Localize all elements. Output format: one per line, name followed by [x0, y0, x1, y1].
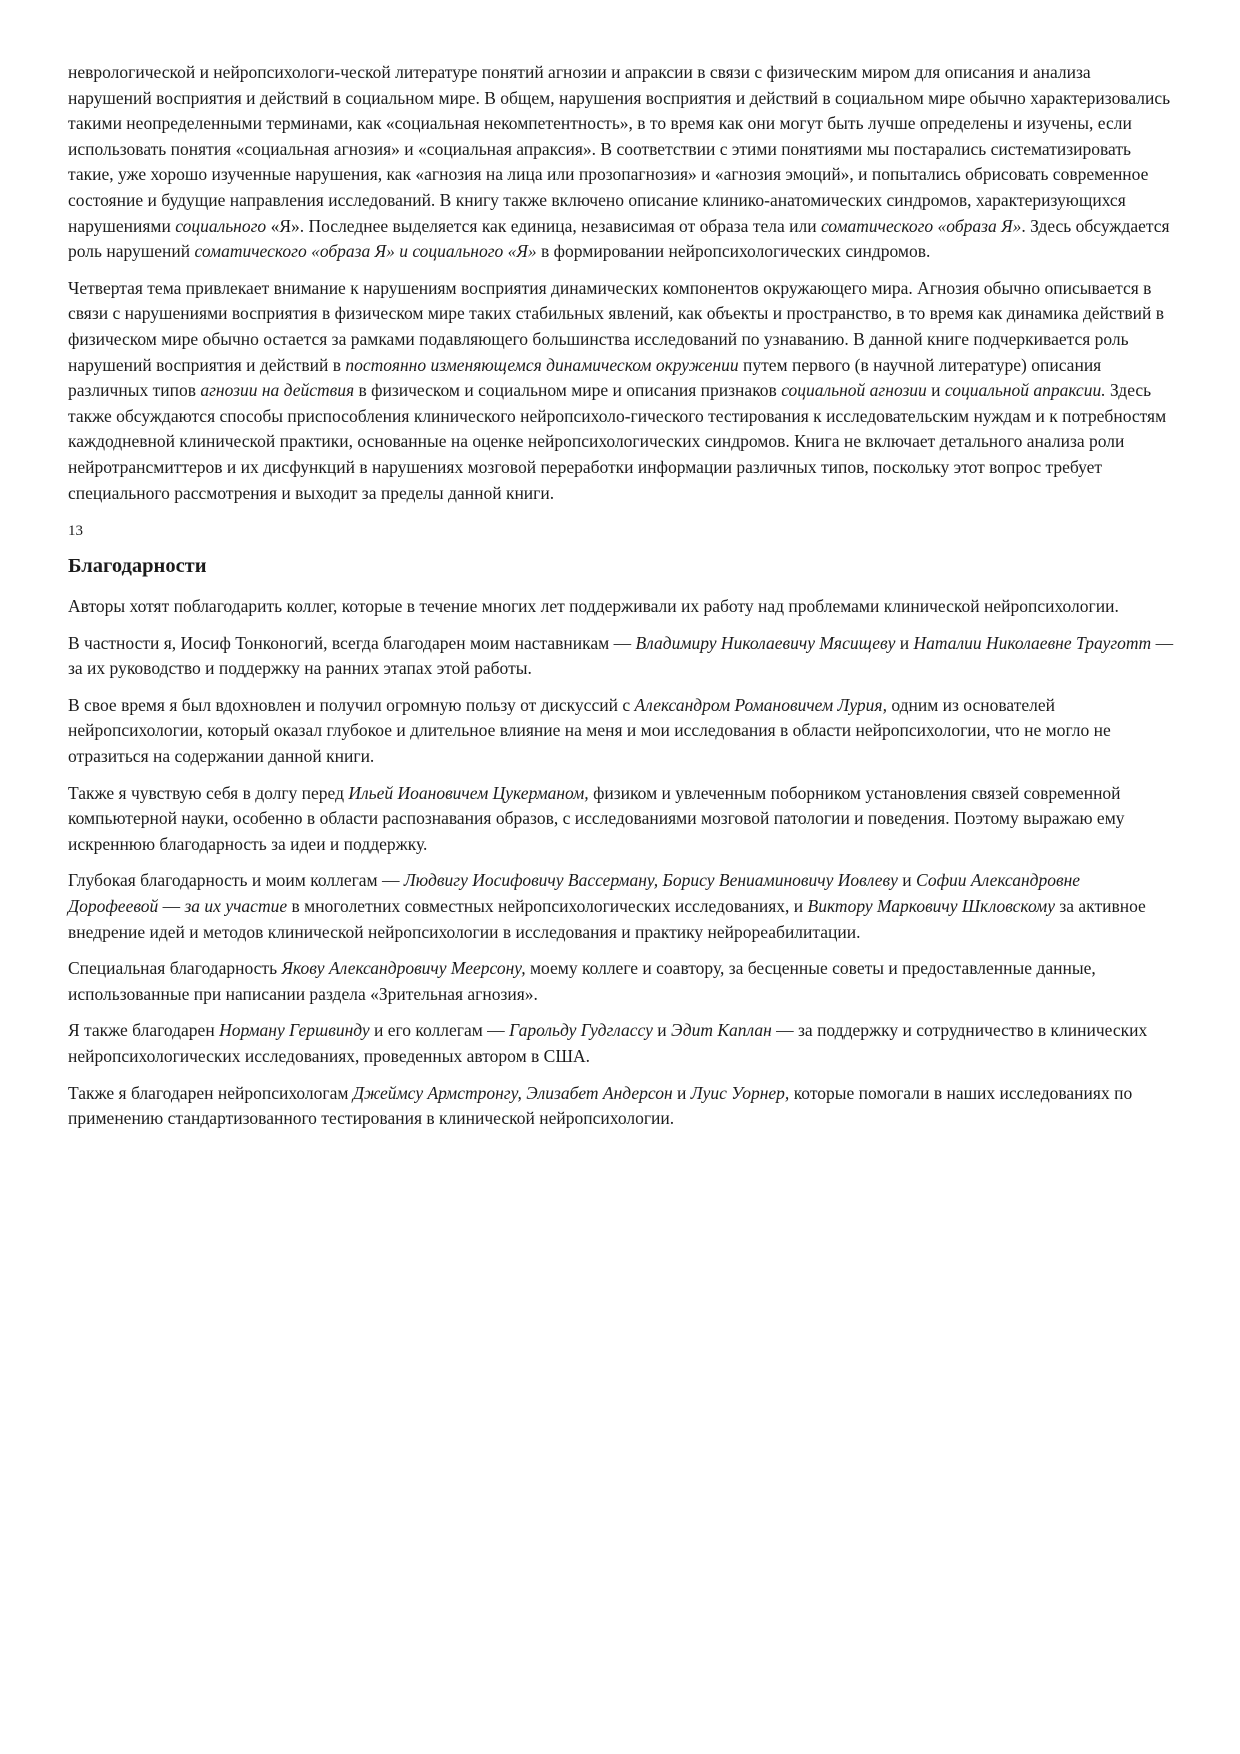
- paragraph: [68, 781, 1174, 858]
- section-heading: Благодарности: [68, 555, 207, 578]
- paragraph: [68, 956, 1174, 1007]
- italic-text-run: Ильей Иоановичем Цукерманом,: [348, 782, 589, 803]
- text-run: В частности я, Иосиф Тонконогий, всегда благодарен моим наставникам —: [68, 632, 636, 653]
- text-run: в физическом и социальном мире и описания признаков: [354, 380, 782, 401]
- text-run: и: [897, 870, 917, 891]
- paragraph: [68, 868, 1174, 945]
- text-run: «Я». Последнее выделяется как единица, независимая от образа тела или: [266, 215, 821, 236]
- italic-text-run: Гарольду Гудглассу: [509, 1020, 653, 1041]
- text-run: Глубокая благодарность и моим коллегам —: [68, 870, 404, 891]
- text-run: и его коллегам —: [369, 1020, 510, 1041]
- text-run: и: [672, 1082, 691, 1103]
- text-run: Специальная благодарность: [68, 958, 282, 979]
- text-run: Я также благодарен: [68, 1020, 220, 1041]
- italic-text-run: Александром Романовичем Лурия,: [634, 694, 887, 715]
- text-run: в многолетних совместных нейропсихологических исследованиях, и: [287, 896, 808, 917]
- text-run: и: [926, 380, 945, 401]
- text-run: физиком и увлеченным поборником установления связей современной компьютерной науки, особенно в области распознавания образов, с исследованиями мозговой патологии и поведения. Поэтому выражаю ему искреннюю благодарность за идеи и поддержку.: [68, 782, 1125, 854]
- text-run: путем первого (в научной литературе) описания различных типов: [68, 354, 1102, 401]
- text-run: Четвертая тема привлекает внимание к нарушениям восприятия динамических компонентов окружающего мира. Агнозия обычно описывается в связи с нарушениями восприятия в физическом мире таких стабильных явлений, как объекты и пространство, в то время как динамика действий в физическом мире обычно остается за рамками подавляющего большинства исследований по узнаванию. В данной книге подчеркивается роль нарушений восприятия и действий в: [68, 277, 1165, 375]
- italic-text-run: Владимиру Николаевичу Мясищеву: [635, 632, 896, 653]
- italic-text-run: агнозии на действия: [200, 380, 355, 401]
- text-run: одним из основателей нейропсихологии, который оказал глубокое и длительное влияние на меня и мои исследования в области нейропсихологии, что не могло не отразиться на содержании данной книги.: [68, 694, 1111, 767]
- paragraph: [68, 1081, 1174, 1132]
- text-run: и: [652, 1020, 672, 1041]
- italic-text-run: Софии Александровне Дорофеевой: [68, 870, 1081, 917]
- italic-text-run: соматического «образа Я» и социального «Я»: [194, 241, 537, 262]
- italic-text-run: Норману Гершвинду: [219, 1020, 370, 1041]
- paragraph: [68, 1018, 1174, 1069]
- page-number: 13: [68, 523, 83, 540]
- italic-text-run: за их участие: [184, 896, 288, 917]
- italic-text-run: социальной апраксии.: [944, 380, 1106, 401]
- text-run: моему коллеге и соавтору, за бесценные советы и предоставленные данные, использованные при написании раздела «Зрительная агнозия».: [68, 958, 1096, 1004]
- text-run: — за поддержку и сотрудничество в клинических нейропсихологических исследованиях, проведенных автором в США.: [68, 1020, 1148, 1066]
- italic-text-run: Якову Александровичу Меерсону,: [281, 958, 526, 979]
- text-run: Здесь также обсуждаются способы приспособления клинического нейропсихоло-гического тестирования к исследовательским нуждам и к потребностям каждодневной клинической практики, основанные на оценке нейропсихологических синдромов. Книга не включает детального анализа роли нейротрансмиттеров и их дисфункций в нарушениях мозговой переработки информации различных типов, поскольку этот вопрос требует специального рассмотрения и выходит за пределы данной книги.: [68, 380, 1167, 503]
- text-run: неврологической и нейропсихологи-ческой литературе понятий агнозии и апраксии в связи с физическим миром для описания и анализа нарушений восприятия и действий в социальном мире. В общем, нарушения восприятия и действий в социальном мире обычно характеризовались такими неопределенными терминами, как «социальная некомпетентность», в то время как они могут быть лучше определены и изучены, если использовать понятия «социальная агнозия» и «социальная апраксия». В соответствии с этими понятиями мы постарались систематизировать такие, уже хорошо изученные нарушения, как «агнозия на лица или прозопагнозия» и «агнозия эмоций», и попытались обрисовать современное состояние и будущие направления исследований. В книгу также включено описание клинико-анатомических синдромов, характеризующихся нарушениями: [68, 62, 1171, 236]
- italic-text-run: соматического «образа Я»: [820, 215, 1022, 236]
- italic-text-run: Джеймсу Армстронгу, Элизабет Андерсон: [352, 1082, 673, 1103]
- italic-text-run: Луис Уорнер,: [690, 1082, 790, 1103]
- italic-text-run: Эдит Каплан: [671, 1020, 772, 1041]
- text-run: Также я чувствую себя в долгу перед: [68, 782, 349, 803]
- paragraph: [68, 693, 1174, 770]
- paragraph: [68, 631, 1174, 682]
- text-run: — за их руководство и поддержку на ранних этапах этой работы.: [68, 632, 1174, 679]
- paragraph: [68, 594, 1174, 620]
- text-run: . Здесь обсуждается роль нарушений: [68, 215, 1170, 262]
- paragraph: [68, 60, 1174, 265]
- italic-text-run: постоянно изменяющемся динамическом окружении: [345, 354, 739, 375]
- text-run: за активное внедрение идей и методов клинической нейропсихологии в исследования и практику нейрореабилитации.: [68, 896, 1146, 942]
- text-run: Авторы хотят поблагодарить коллег, которые в течение многих лет поддерживали их работу над проблемами клинической нейропсихологии.: [68, 596, 1119, 617]
- text-run: Также я благодарен нейропсихологам: [68, 1082, 353, 1103]
- italic-text-run: Виктору Марковичу Шкловскому: [807, 896, 1055, 917]
- italic-text-run: социальной агнозии: [781, 380, 927, 401]
- italic-text-run: социального: [175, 215, 267, 236]
- text-run: и: [895, 632, 914, 653]
- paragraph: [68, 276, 1174, 506]
- text-run: в формировании нейропсихологических синдромов.: [536, 241, 931, 262]
- text-run: В свое время я был вдохновлен и получил огромную пользу от дискуссий с: [68, 694, 635, 715]
- text-run: которые помогали в наших исследованиях по применению стандартизованного тестирования в клинической нейропсихологии.: [68, 1082, 1133, 1129]
- text-run: —: [158, 896, 185, 917]
- italic-text-run: Людвигу Иосифовичу Вассерману, Борису Вениаминовичу Иовлеву: [403, 870, 898, 891]
- italic-text-run: Наталии Николаевне Трауготт: [913, 632, 1152, 653]
